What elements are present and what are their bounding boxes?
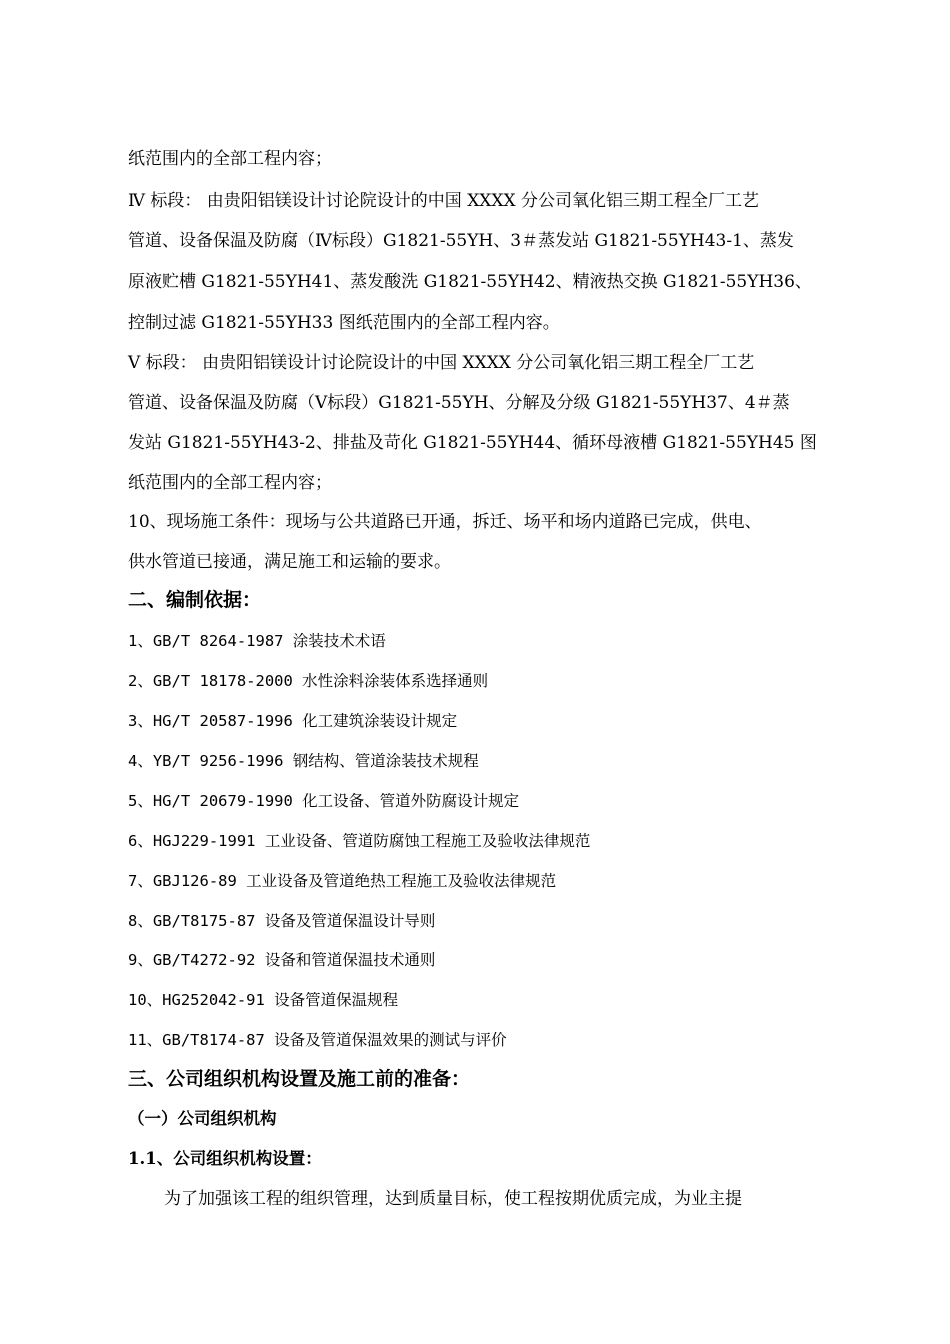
intro-line: 纸范围内的全部工程内容； <box>128 149 332 169</box>
intro-line: 控制过滤 G1821-55YH33 图纸范围内的全部工程内容。 <box>128 313 560 333</box>
intro-line: 纸范围内的全部工程内容； <box>128 473 332 493</box>
reference-item: 7、GBJ126-89 工业设备及管道绝热工程施工及验收法律规范 <box>128 872 557 890</box>
reference-item: 2、GB/T 18178-2000 水性涂料涂装体系选择通则 <box>128 672 489 690</box>
reference-item: 5、HG/T 20679-1990 化工设备、管道外防腐设计规定 <box>128 792 520 810</box>
intro-line: 10、现场施工条件：现场与公共道路已开通，拆迁、场平和场内道路已完成，供电、 <box>128 512 762 532</box>
intro-line: 供水管道已接通，满足施工和运输的要求。 <box>128 552 451 572</box>
reference-item: 11、GB/T8174-87 设备及管道保温效果的测试与评价 <box>128 1031 507 1049</box>
reference-item: 3、HG/T 20587-1996 化工建筑涂装设计规定 <box>128 712 458 730</box>
reference-item: 10、HG252042-91 设备管道保温规程 <box>128 991 399 1009</box>
intro-line: 发站 G1821-55YH43-2、排盐及苛化 G1821-55YH44、循环母液槽 G1821-55YH45 图 <box>128 433 817 453</box>
reference-item: 4、YB/T 9256-1996 钢结构、管道涂装技术规程 <box>128 752 479 770</box>
body-paragraph: 为了加强该工程的组织管理，达到质量目标，使工程按期优质完成，为业主提 <box>164 1189 742 1209</box>
reference-item: 9、GB/T4272-92 设备和管道保温技术通则 <box>128 951 436 969</box>
reference-item: 8、GB/T8175-87 设备及管道保温设计导则 <box>128 912 436 930</box>
subsection-heading: （一）公司组织机构 <box>128 1109 277 1128</box>
section-heading: 三、公司组织机构设置及施工前的准备： <box>128 1068 471 1090</box>
subsubsection-heading: 1.1、公司组织机构设置： <box>128 1149 322 1168</box>
intro-line: Ⅴ 标段： 由贵阳铝镁设计讨论院设计的中国 XXXX 分公司氧化铝三期工程全厂工艺 <box>128 353 755 373</box>
intro-line: Ⅳ 标段： 由贵阳铝镁设计讨论院设计的中国 XXXX 分公司氧化铝三期工程全厂工艺 <box>128 191 760 211</box>
intro-line: 管道、设备保温及防腐（Ⅳ标段）G1821-55YH、3＃蒸发站 G1821-55YH43-1、蒸发 <box>128 231 794 251</box>
section-heading: 二、编制依据： <box>128 589 262 611</box>
intro-line: 原液贮槽 G1821-55YH41、蒸发酸洗 G1821-55YH42、精液热交换 G1821-55YH36、 <box>128 272 812 292</box>
reference-item: 1、GB/T 8264-1987 涂装技术术语 <box>128 632 386 650</box>
reference-item: 6、HGJ229-1991 工业设备、管道防腐蚀工程施工及验收法律规范 <box>128 832 591 850</box>
intro-line: 管道、设备保温及防腐（Ⅴ标段）G1821-55YH、分解及分级 G1821-55YH37、4＃蒸 <box>128 393 790 413</box>
